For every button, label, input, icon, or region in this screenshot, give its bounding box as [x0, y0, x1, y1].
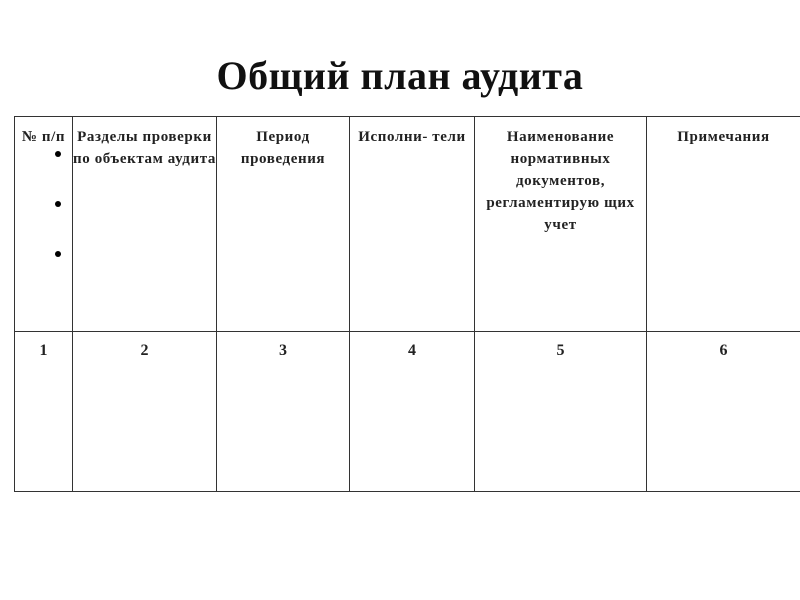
bullet-icon [55, 201, 61, 207]
table-header-row [15, 117, 800, 332]
header-cell-executors: Исполни- тели [350, 117, 475, 332]
header-cell-period: Период проведения [217, 117, 350, 332]
table-cell-2: 2 [73, 332, 217, 492]
slide-title: Общий план аудита [216, 53, 584, 98]
bullet-icon [55, 251, 61, 257]
table-row [15, 332, 800, 492]
table-cell-1: 1 [15, 332, 73, 492]
bullet-icon [55, 151, 61, 157]
table-cell-3: 3 [217, 332, 350, 492]
table-cell-5: 5 [475, 332, 647, 492]
table-cell-6: 6 [647, 332, 800, 492]
bullet-list-marks [55, 151, 67, 301]
header-cell-number [15, 117, 73, 332]
header-cell-sections: Разделы проверки по объектам аудита [73, 117, 217, 332]
header-number-label: № п/п [21, 129, 66, 145]
header-cell-notes: Примечания [647, 117, 800, 332]
header-cell-documents: Наименование нормативных документов, регламентирую щих учет [475, 117, 647, 332]
audit-plan-table [14, 116, 800, 492]
table-cell-4: 4 [350, 332, 475, 492]
